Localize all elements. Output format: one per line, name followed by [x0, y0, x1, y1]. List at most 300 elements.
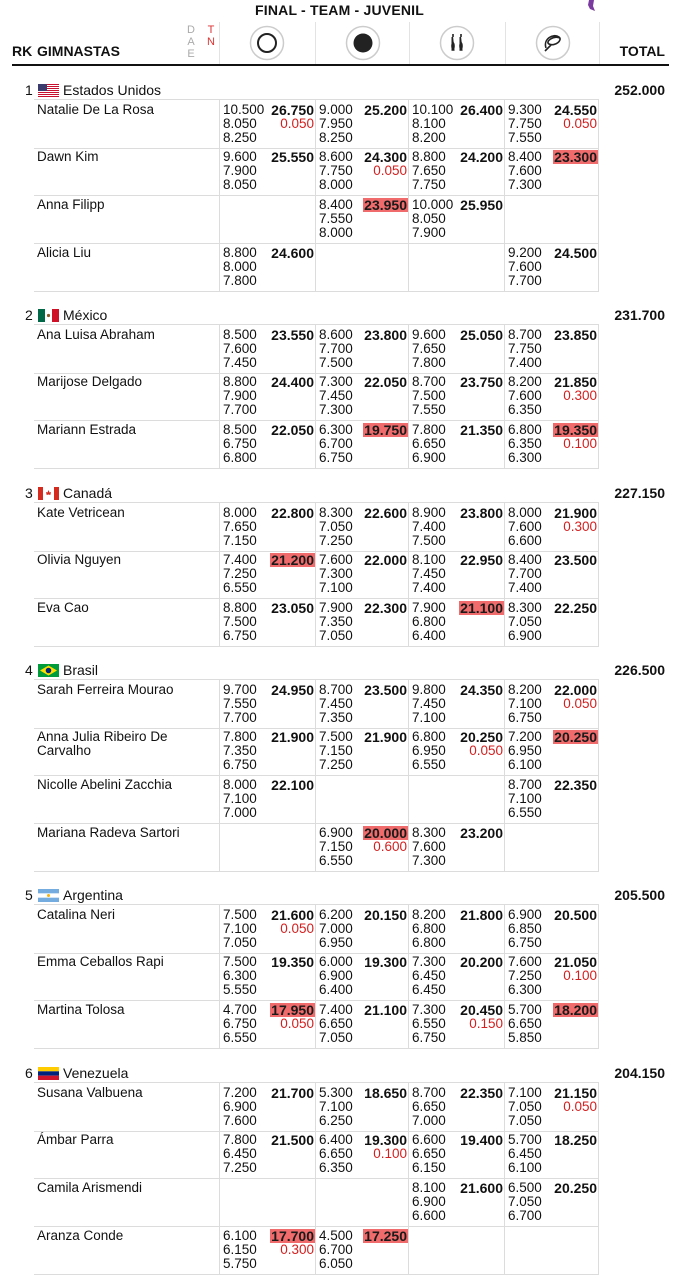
artistry-score: 6.650 [508, 1016, 542, 1031]
gymnast-row[interactable] [34, 243, 599, 292]
execution-score: 5.750 [223, 1256, 257, 1271]
execution-score: 7.250 [319, 533, 353, 548]
execution-score: 7.000 [223, 805, 257, 820]
hoop-score-cell [219, 503, 316, 551]
artistry-score: 6.350 [508, 436, 542, 451]
penalty-score: 0.050 [280, 1016, 314, 1031]
artistry-score: 7.150 [319, 743, 353, 758]
difficulty-score: 6.900 [508, 907, 542, 922]
execution-score: 8.200 [412, 130, 446, 145]
ball-score-cell [315, 100, 409, 148]
gymnast-row[interactable] [34, 195, 599, 244]
artistry-score: 7.700 [319, 341, 353, 356]
dropped-total-score: 19.350 [554, 422, 597, 438]
ribbon-score-cell [504, 727, 599, 775]
artistry-score: 7.050 [508, 614, 542, 629]
clubs-score-cell [408, 325, 505, 373]
execution-score: 8.050 [223, 177, 257, 192]
ball-score-cell [315, 372, 409, 420]
team-total: 231.700 [614, 307, 665, 323]
team-name: Argentina [63, 887, 123, 903]
team-rank: 4 [25, 662, 33, 678]
execution-score: 7.400 [508, 355, 542, 370]
gymnast-row[interactable] [34, 1226, 599, 1275]
gymnast-row[interactable] [34, 502, 599, 552]
ribbon-score-cell [504, 1130, 599, 1178]
artistry-score: 7.100 [223, 791, 257, 806]
clubs-score-cell [408, 550, 505, 598]
artistry-score: 7.400 [412, 519, 446, 534]
penalty-score: 0.050 [280, 921, 314, 936]
execution-score: 6.900 [412, 450, 446, 465]
clubs-score-cell [408, 680, 505, 728]
clubs-score-cell [408, 775, 505, 823]
ball-score-cell [315, 1130, 409, 1178]
gymnast-row[interactable] [34, 420, 599, 469]
apparatus-total-score: 22.050 [271, 422, 314, 438]
execution-score: 7.100 [412, 710, 446, 725]
apparatus-total-score: 22.000 [554, 682, 597, 698]
hoop-score-cell [219, 1178, 316, 1226]
apparatus-total-score: 24.300 [364, 149, 407, 165]
gymnast-row[interactable] [34, 952, 599, 1001]
artistry-score: 7.100 [508, 696, 542, 711]
difficulty-score: 8.200 [412, 907, 446, 922]
execution-score: 6.900 [508, 628, 542, 643]
difficulty-score: 8.500 [223, 422, 257, 437]
clubs-score-cell [408, 823, 505, 871]
ribbon-score-cell [504, 550, 599, 598]
apparatus-total-score: 24.950 [271, 682, 314, 698]
execution-score: 7.300 [412, 853, 446, 868]
row-right-border [598, 1083, 599, 1131]
clubs-score-cell [408, 195, 505, 243]
ribbon-score-cell [504, 195, 599, 243]
apparatus-total-score: 20.250 [460, 729, 503, 745]
execution-score: 7.050 [319, 628, 353, 643]
team-row[interactable] [0, 482, 679, 504]
argentina-flag-icon [38, 889, 59, 902]
apparatus-total-score: 21.700 [271, 1085, 314, 1101]
gymnast-name: Kate Vetricean [37, 505, 125, 520]
apparatus-total-score: 25.200 [364, 102, 407, 118]
dropped-total-score: 20.000 [364, 825, 407, 841]
team-rank: 6 [25, 1065, 33, 1081]
row-right-border [598, 1000, 599, 1048]
execution-score: 6.700 [508, 1208, 542, 1223]
penalty-score: 0.100 [563, 968, 597, 983]
execution-score: 6.600 [412, 1208, 446, 1223]
difficulty-score: 8.700 [508, 327, 542, 342]
execution-score: 6.750 [508, 710, 542, 725]
artistry-score: 7.750 [319, 163, 353, 178]
ribbon-score-cell [504, 147, 599, 195]
apparatus-total-score: 24.600 [271, 245, 314, 261]
gymnast-name: Eva Cao [37, 600, 89, 615]
execution-score: 7.700 [223, 710, 257, 725]
difficulty-score: 7.300 [412, 954, 446, 969]
execution-score: 5.550 [223, 982, 257, 997]
gymnast-name: Camila Arismendi [37, 1180, 143, 1195]
row-right-border [598, 680, 599, 728]
gymnast-name: Emma Ceballos Rapi [37, 954, 164, 969]
apparatus-total-score: 21.900 [364, 729, 407, 745]
team-total: 205.500 [614, 887, 665, 903]
difficulty-score: 7.500 [319, 729, 353, 744]
gymnast-row[interactable] [34, 550, 599, 599]
artistry-score: 7.750 [508, 116, 542, 131]
artistry-score: 7.450 [412, 566, 446, 581]
execution-score: 7.100 [319, 580, 353, 595]
execution-score: 7.050 [508, 1113, 542, 1128]
apparatus-total-score: 21.800 [460, 907, 503, 923]
row-right-border [598, 420, 599, 468]
artistry-score: 7.150 [319, 839, 353, 854]
execution-score: 7.050 [319, 1030, 353, 1045]
apparatus-total-score: 23.500 [554, 552, 597, 568]
gymnast-row[interactable] [34, 775, 599, 824]
difficulty-score: 6.800 [508, 422, 542, 437]
team-rank: 2 [25, 307, 33, 323]
clubs-score-cell [408, 1178, 505, 1226]
execution-score: 6.550 [223, 580, 257, 595]
team-name: Brasil [63, 662, 99, 678]
row-right-border [598, 503, 599, 551]
dropped-total-score: 17.250 [364, 1228, 407, 1244]
penalty-score: 0.300 [563, 519, 597, 534]
clubs-score-cell [408, 100, 505, 148]
gymnast-row[interactable] [34, 904, 599, 954]
team-row[interactable] [0, 659, 679, 681]
difficulty-score: 9.600 [412, 327, 446, 342]
gymnast-row[interactable] [34, 1082, 599, 1132]
gymnast-row[interactable] [34, 823, 599, 872]
difficulty-score: 7.600 [508, 954, 542, 969]
gymnast-name: Mariann Estrada [37, 422, 137, 437]
difficulty-score: 7.900 [412, 600, 446, 615]
hoop-score-cell [219, 195, 316, 243]
execution-score: 7.400 [412, 580, 446, 595]
gymnast-name: Marijose Delgado [37, 374, 143, 389]
hoop-score-cell [219, 823, 316, 871]
apparatus-total-score: 20.500 [554, 907, 597, 923]
difficulty-score: 7.400 [223, 552, 257, 567]
difficulty-score: 8.700 [508, 777, 542, 792]
artistry-score: 6.900 [223, 1099, 257, 1114]
penalty-score: 0.050 [563, 116, 597, 131]
difficulty-score: 7.600 [319, 552, 353, 567]
execution-score: 6.550 [412, 757, 446, 772]
artistry-score: 7.950 [319, 116, 353, 131]
apparatus-total-score: 25.050 [460, 327, 503, 343]
artistry-score: 7.050 [508, 1194, 542, 1209]
apparatus-total-score: 19.300 [364, 954, 407, 970]
row-right-border [598, 243, 599, 291]
difficulty-score: 4.700 [223, 1002, 257, 1017]
gymnast-name: Nicolle Abelini Zacchia [37, 777, 173, 792]
apparatus-total-score: 21.600 [271, 907, 314, 923]
artistry-score: 8.000 [223, 259, 257, 274]
apparatus-total-score: 21.900 [554, 505, 597, 521]
team-row[interactable] [0, 884, 679, 906]
difficulty-score: 7.300 [319, 374, 353, 389]
difficulty-score: 7.800 [223, 1132, 257, 1147]
gymnast-row[interactable] [34, 324, 599, 374]
apparatus-total-score: 23.750 [460, 374, 503, 390]
execution-score: 7.500 [319, 355, 353, 370]
apparatus-total-score: 21.850 [554, 374, 597, 390]
gymnast-row[interactable] [34, 147, 599, 196]
penalty-score: 0.050 [280, 116, 314, 131]
apparatus-total-score: 22.100 [271, 777, 314, 793]
dropped-total-score: 17.700 [271, 1228, 314, 1244]
ball-score-cell [315, 195, 409, 243]
difficulty-score: 8.400 [508, 149, 542, 164]
artistry-score: 6.950 [412, 743, 446, 758]
dropped-total-score: 17.950 [271, 1002, 314, 1018]
apparatus-total-score: 23.850 [554, 327, 597, 343]
difficulty-score: 9.600 [223, 149, 257, 164]
ribbon-score-cell [504, 243, 599, 291]
hoop-score-cell [219, 1083, 316, 1131]
ball-score-cell [315, 905, 409, 953]
header-divider [12, 64, 669, 66]
ribbon-score-cell [504, 100, 599, 148]
hoop-score-cell [219, 372, 316, 420]
execution-score: 6.750 [319, 450, 353, 465]
artistry-score: 7.600 [508, 519, 542, 534]
ball-score-cell [315, 823, 409, 871]
row-right-border [598, 598, 599, 646]
gymnast-name: Dawn Kim [37, 149, 99, 164]
difficulty-score: 8.800 [223, 245, 257, 260]
execution-score: 6.150 [412, 1160, 446, 1175]
difficulty-score: 8.600 [319, 149, 353, 164]
apparatus-total-score: 23.550 [271, 327, 314, 343]
row-right-border [598, 1226, 599, 1274]
difficulty-score: 7.800 [412, 422, 446, 437]
dropped-total-score: 21.200 [271, 552, 314, 568]
difficulty-score: 7.100 [508, 1085, 542, 1100]
row-right-border [598, 325, 599, 373]
difficulty-score: 7.400 [319, 1002, 353, 1017]
team-name: Estados Unidos [63, 82, 162, 98]
apparatus-total-score: 22.050 [364, 374, 407, 390]
execution-score: 7.400 [508, 580, 542, 595]
artistry-score: 6.150 [223, 1242, 257, 1257]
ribbon-score-cell [504, 1226, 599, 1274]
penalty-score: 0.050 [563, 1099, 597, 1114]
execution-score: 7.700 [508, 273, 542, 288]
apparatus-total-score: 23.200 [460, 825, 503, 841]
execution-score: 6.550 [223, 1030, 257, 1045]
execution-score: 7.700 [223, 402, 257, 417]
execution-score: 6.300 [508, 450, 542, 465]
apparatus-total-score: 23.800 [460, 505, 503, 521]
gymnast-row[interactable] [34, 679, 599, 729]
clubs-icon[interactable] [439, 25, 475, 61]
gymnast-row[interactable] [34, 99, 599, 149]
row-right-border [598, 1178, 599, 1226]
ball-score-cell [315, 1083, 409, 1131]
row-right-border [598, 952, 599, 1000]
artistry-score: 7.450 [319, 388, 353, 403]
dropped-total-score: 18.200 [554, 1002, 597, 1018]
clubs-score-cell [408, 372, 505, 420]
artistry-score: 7.250 [223, 566, 257, 581]
difficulty-score: 7.200 [223, 1085, 257, 1100]
difficulty-score: 7.200 [508, 729, 542, 744]
hoop-score-cell [219, 325, 316, 373]
artistry-score: 6.450 [508, 1146, 542, 1161]
gymnast-row[interactable] [34, 598, 599, 647]
team-rank: 5 [25, 887, 33, 903]
artistry-score: 8.050 [412, 211, 446, 226]
artistry-score: 6.700 [319, 436, 353, 451]
hoop-score-cell [219, 1226, 316, 1274]
team-row[interactable] [0, 1062, 679, 1084]
apparatus-total-score: 24.350 [460, 682, 503, 698]
execution-score: 7.450 [223, 355, 257, 370]
mexico-flag-icon [38, 309, 59, 322]
difficulty-score: 8.700 [412, 374, 446, 389]
artistry-score: 6.750 [223, 436, 257, 451]
execution-score: 7.300 [508, 177, 542, 192]
artistry-score: 6.650 [319, 1016, 353, 1031]
apparatus-total-score: 23.050 [271, 600, 314, 616]
difficulty-score: 8.100 [412, 1180, 446, 1195]
execution-score: 8.000 [319, 177, 353, 192]
gymnast-row[interactable] [34, 1178, 599, 1227]
team-row[interactable] [0, 304, 679, 326]
artistry-score: 6.800 [412, 614, 446, 629]
ribbon-score-cell [504, 680, 599, 728]
venezuela-flag-icon [38, 1067, 59, 1080]
artistry-score: 6.700 [319, 1242, 353, 1257]
artistry-score: 7.100 [508, 791, 542, 806]
execution-score: 6.400 [412, 628, 446, 643]
apparatus-total-score: 22.350 [554, 777, 597, 793]
difficulty-score: 8.300 [319, 505, 353, 520]
difficulty-score: 6.300 [319, 422, 353, 437]
apparatus-total-score: 18.250 [554, 1132, 597, 1148]
dropped-total-score: 23.950 [364, 197, 407, 213]
execution-score: 6.100 [508, 1160, 542, 1175]
artistry-score: 7.100 [223, 921, 257, 936]
gymnast-name: Anna Julia Ribeiro De Carvalho [37, 729, 168, 758]
gymnast-row[interactable] [34, 727, 599, 776]
artistry-score: 7.600 [508, 163, 542, 178]
gymnasts-column-header: GIMNASTAS [37, 43, 120, 59]
ball-score-cell [315, 598, 409, 646]
difficulty-score: 7.300 [412, 1002, 446, 1017]
ribbon-score-cell [504, 1178, 599, 1226]
artistry-score: 6.650 [412, 436, 446, 451]
ball-score-cell [315, 550, 409, 598]
difficulty-score: 5.700 [508, 1132, 542, 1147]
gymnast-row[interactable] [34, 1000, 599, 1049]
difficulty-score: 8.700 [319, 682, 353, 697]
artistry-score: 7.450 [412, 696, 446, 711]
ribbon-score-cell [504, 775, 599, 823]
hoop-icon[interactable] [249, 25, 285, 61]
artistry-score: 6.950 [508, 743, 542, 758]
difficulty-score: 10.100 [412, 102, 454, 117]
artistry-score: 7.050 [319, 519, 353, 534]
apparatus-total-score: 24.500 [554, 245, 597, 261]
apparatus-total-score: 26.750 [271, 102, 314, 118]
ribbon-score-cell [504, 952, 599, 1000]
execution-score: 7.300 [319, 402, 353, 417]
execution-score: 8.250 [319, 130, 353, 145]
apparatus-total-score: 20.450 [460, 1002, 503, 1018]
row-right-border [598, 100, 599, 148]
ball-icon[interactable] [345, 25, 381, 61]
clubs-score-cell [408, 147, 505, 195]
hoop-score-cell [219, 727, 316, 775]
ribbon-icon[interactable] [535, 25, 571, 61]
gymnast-row[interactable] [34, 372, 599, 421]
execution-score: 6.050 [319, 1256, 353, 1271]
artistry-score: 8.050 [223, 116, 257, 131]
rank-column-header: RK [12, 43, 33, 59]
apparatus-total-score: 21.100 [364, 1002, 407, 1018]
apparatus-total-score: 22.600 [364, 505, 407, 521]
execution-score: 6.350 [319, 1160, 353, 1175]
artistry-score: 7.350 [223, 743, 257, 758]
difficulty-score: 4.500 [319, 1228, 353, 1243]
apparatus-total-score: 21.150 [554, 1085, 597, 1101]
team-row[interactable] [0, 79, 679, 101]
gymnast-name: Sarah Ferreira Mourao [37, 682, 174, 697]
apparatus-total-score: 25.550 [271, 149, 314, 165]
artistry-score: 7.650 [223, 519, 257, 534]
ball-score-cell [315, 680, 409, 728]
gymnast-name: Anna Filipp [37, 197, 105, 212]
execution-score: 7.900 [412, 225, 446, 240]
ball-score-cell [315, 775, 409, 823]
usa-flag-icon [38, 84, 59, 97]
apparatus-total-score: 23.800 [364, 327, 407, 343]
apparatus-total-score: 22.800 [271, 505, 314, 521]
ribbon-score-cell [504, 503, 599, 551]
artistry-score: 7.700 [508, 566, 542, 581]
gymnast-row[interactable] [34, 1130, 599, 1179]
difficulty-score: 10.000 [412, 197, 454, 212]
difficulty-score: 6.200 [319, 907, 353, 922]
artistry-score: 7.050 [508, 1099, 542, 1114]
artistry-score: 7.100 [319, 1099, 353, 1114]
ball-score-cell [315, 1178, 409, 1226]
clubs-score-cell [408, 243, 505, 291]
apparatus-total-score: 21.500 [271, 1132, 314, 1148]
ball-score-cell [315, 727, 409, 775]
ball-score-cell [315, 243, 409, 291]
gymnast-name: Natalie De La Rosa [37, 102, 155, 117]
execution-score: 6.250 [319, 1113, 353, 1128]
apparatus-total-score: 21.050 [554, 954, 597, 970]
dae-legend: D A E [187, 24, 195, 60]
execution-score: 7.150 [223, 533, 257, 548]
clubs-score-cell [408, 1226, 505, 1274]
difficulty-score: 6.400 [319, 1132, 353, 1147]
ball-score-cell [315, 503, 409, 551]
ribbon-score-cell [504, 905, 599, 953]
penalty-score: 0.150 [469, 1016, 503, 1031]
execution-score: 6.550 [319, 853, 353, 868]
difficulty-score: 6.000 [319, 954, 353, 969]
apparatus-total-score: 19.400 [460, 1132, 503, 1148]
